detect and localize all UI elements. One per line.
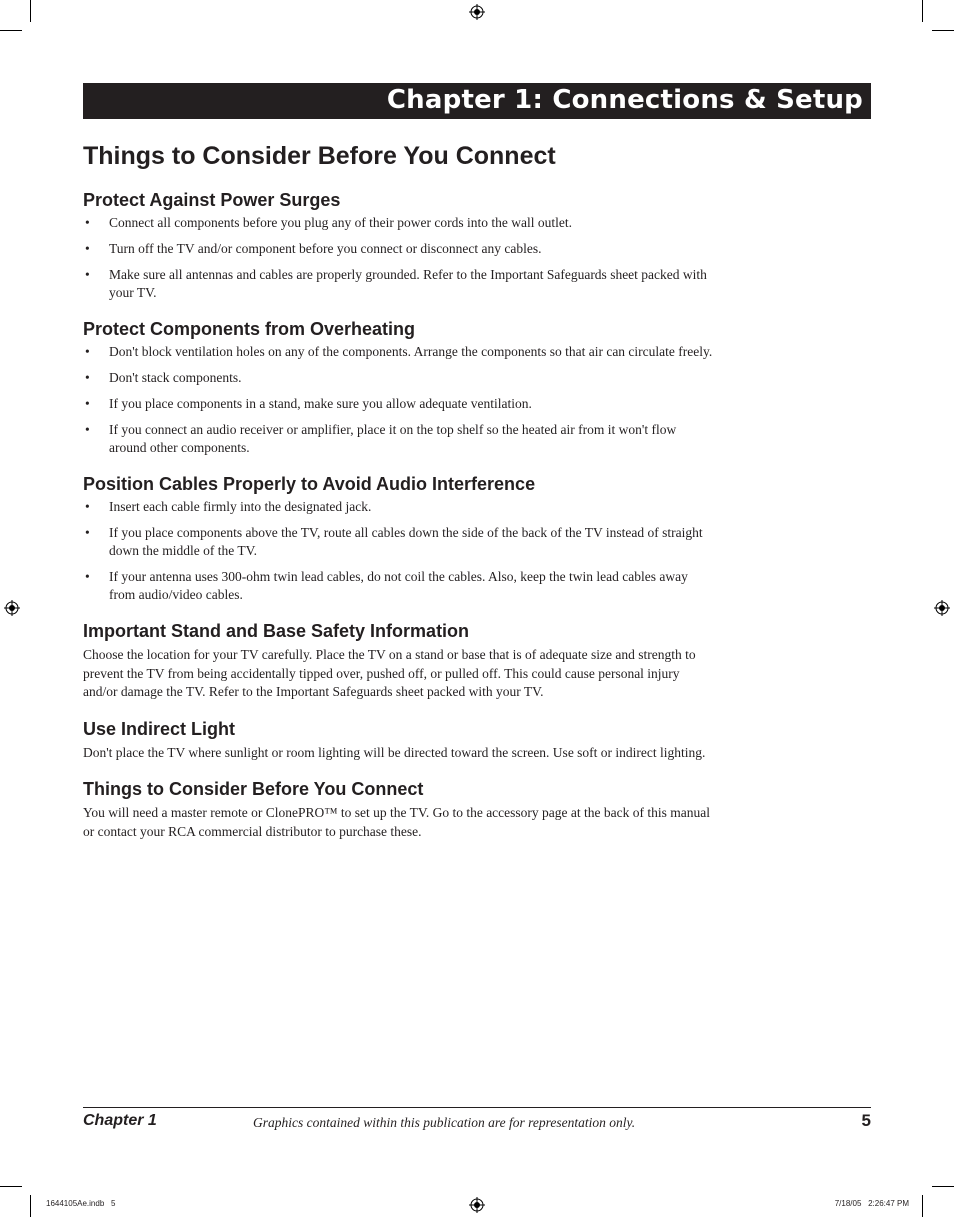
page-number: 5 <box>861 1111 871 1130</box>
crop-mark <box>30 1195 31 1217</box>
list-item <box>83 395 713 413</box>
bullet-icon: • <box>85 525 90 540</box>
section-heading: Use Indirect Light <box>83 718 236 739</box>
crop-mark <box>922 0 923 22</box>
page-title: Things to Consider Before You Connect <box>83 142 556 170</box>
list-item <box>83 214 713 232</box>
list-item-text: If your antenna uses 300-ohm twin lead cables, do not coil the cables. Also, keep the twin lead cables away from audio/video cables. <box>109 569 688 602</box>
bullet-icon: • <box>85 499 90 514</box>
list-item <box>83 421 713 457</box>
bullet-icon: • <box>85 267 90 282</box>
registration-mark-icon <box>469 4 485 20</box>
section-paragraph: Don't place the TV where sunlight or room lighting will be directed toward the screen. Use soft or indirect lighting. <box>83 744 706 760</box>
crop-mark <box>922 1195 923 1217</box>
bullet-list <box>83 214 713 302</box>
list-item-text: Turn off the TV and/or component before you connect or disconnect any cables. <box>109 241 542 256</box>
crop-mark <box>932 1186 954 1187</box>
section-indirect-light <box>83 717 713 763</box>
registration-mark-icon <box>469 1197 485 1213</box>
list-item-text: Don't stack components. <box>109 370 242 385</box>
footer-disclaimer: Graphics contained within this publication are for representation only. <box>253 1115 636 1130</box>
list-item-text: Insert each cable firmly into the designated jack. <box>109 499 372 514</box>
bullet-icon: • <box>85 569 90 584</box>
list-item <box>83 343 713 361</box>
bullet-icon: • <box>85 344 90 359</box>
section-paragraph: Choose the location for your TV carefully. Place the TV on a stand or base that is of adequate size and strength to prevent the TV from being accidentally tipped over, pushed off, or pulled off. This could cause personal injury and/or damage the TV. Refer to the Important Safeguards sheet packed with your TV. <box>83 647 696 699</box>
section-heading: Important Stand and Base Safety Information <box>83 621 470 641</box>
crop-mark <box>30 0 31 22</box>
chapter-title: Chapter 1: Connections & Setup <box>386 85 863 115</box>
bullet-list <box>83 343 713 457</box>
crop-mark <box>932 30 954 31</box>
bullet-icon: • <box>85 370 90 385</box>
list-item <box>83 498 713 516</box>
list-item <box>83 568 713 604</box>
section-stand-safety <box>83 619 713 702</box>
crop-mark <box>0 1186 22 1187</box>
crop-mark <box>0 30 22 31</box>
list-item-text: Connect all components before you plug any of their power cords into the wall outlet. <box>109 215 573 230</box>
list-item <box>83 524 713 560</box>
section-paragraph: You will need a master remote or ClonePRO™ to set up the TV. Go to the accessory page at the back of this manual or contact your RCA commercial distributor to purchase these. <box>83 805 710 839</box>
list-item <box>83 369 713 387</box>
section-cables <box>83 472 713 604</box>
chapter-banner <box>83 83 871 119</box>
bullet-icon: • <box>85 215 90 230</box>
section-heading: Position Cables Properly to Avoid Audio Interference <box>83 474 536 494</box>
footer-chapter-label: Chapter 1 <box>83 1112 157 1129</box>
section-overheating <box>83 317 713 457</box>
section-heading: Protect Against Power Surges <box>83 190 341 210</box>
section-heading: Protect Components from Overheating <box>83 319 416 339</box>
bullet-icon: • <box>85 241 90 256</box>
page-body <box>83 188 713 856</box>
list-item <box>83 266 713 302</box>
footer-divider <box>83 1107 871 1108</box>
print-slug-file: 1644105Ae.indb 5 <box>46 1199 116 1208</box>
bullet-icon: • <box>85 422 90 437</box>
list-item-text: If you place components in a stand, make sure you allow adequate ventilation. <box>109 396 532 411</box>
list-item-text: Make sure all antennas and cables are properly grounded. Refer to the Important Safeguards sheet packed with your TV. <box>109 267 707 300</box>
bullet-list <box>83 498 713 604</box>
section-power-surges <box>83 188 713 302</box>
list-item-text: If you connect an audio receiver or amplifier, place it on the top shelf so the heated air from it won't flow around other components. <box>109 422 677 455</box>
print-slug-timestamp: 7/18/05 2:26:47 PM <box>834 1199 909 1208</box>
section-heading: Things to Consider Before You Connect <box>83 779 424 799</box>
list-item-text: Don't block ventilation holes on any of the components. Arrange the components so that air can circulate freely. <box>109 344 713 359</box>
registration-mark-icon <box>934 600 950 616</box>
list-item-text: If you place components above the TV, route all cables down the side of the back of the TV instead of straight down the middle of the TV. <box>109 525 703 558</box>
section-before-connect <box>83 777 713 841</box>
bullet-icon: • <box>85 396 90 411</box>
list-item <box>83 240 713 258</box>
registration-mark-icon <box>4 600 20 616</box>
